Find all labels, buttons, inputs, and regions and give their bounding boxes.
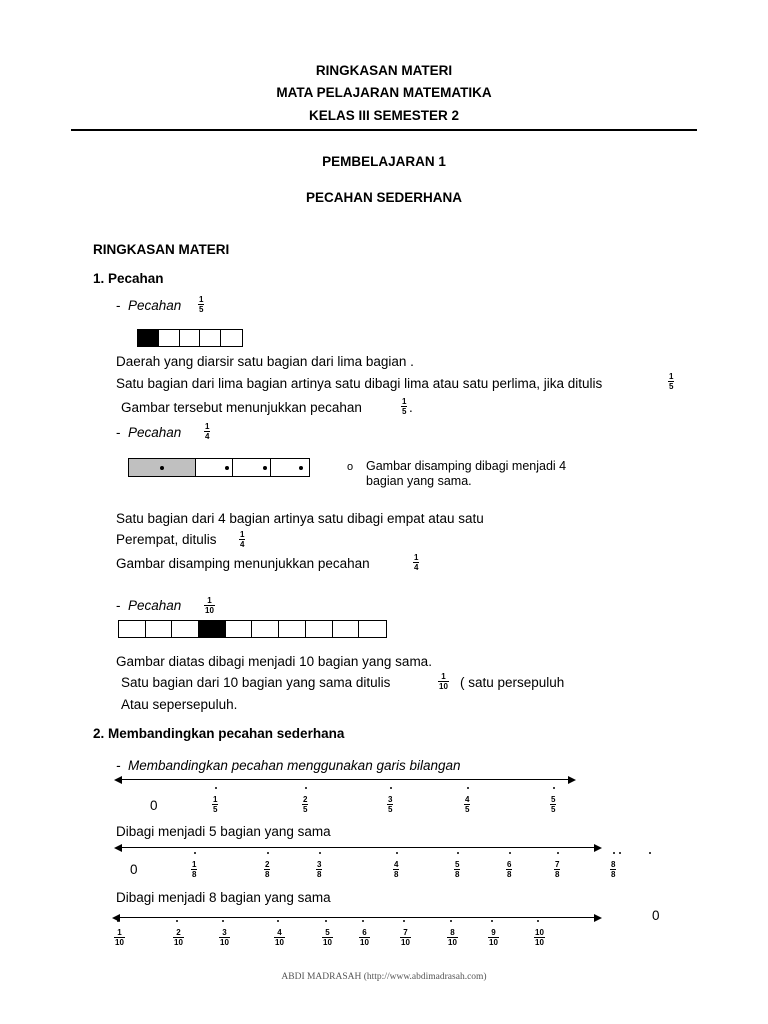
arrow-right <box>594 844 602 852</box>
fraction-1-5 <box>198 295 204 314</box>
eighths-label-8 <box>610 860 616 879</box>
p2-line2: Perempat, ditulis <box>116 532 217 547</box>
denominator: 8 <box>394 870 399 879</box>
denominator: 8 <box>507 870 512 879</box>
p2-line3: Gambar disamping menunjukkan pecahan <box>116 556 370 571</box>
numerator: 1 <box>205 422 210 431</box>
tick-mark <box>537 920 539 922</box>
denominator: 10 <box>535 938 544 947</box>
eighths-label-6 <box>506 860 512 879</box>
numerator: 1 <box>213 795 218 804</box>
grid-cell-shaded <box>138 330 159 346</box>
numerator: 10 <box>535 928 544 937</box>
denominator: 10 <box>448 938 457 947</box>
numerator: 4 <box>465 795 470 804</box>
tick-mark <box>305 787 307 789</box>
grid-cell <box>306 621 333 637</box>
tick-mark <box>362 920 364 922</box>
tick-mark <box>390 787 392 789</box>
numerator: 1 <box>199 295 204 304</box>
bullet: o <box>347 461 354 473</box>
denominator: 10 <box>220 938 229 947</box>
denominator: 5 <box>402 407 407 416</box>
tick-mark <box>491 920 493 922</box>
pecahan-word: Pecahan <box>128 298 182 313</box>
denominator: 8 <box>611 870 616 879</box>
dash: - <box>116 298 121 313</box>
denominator: 5 <box>199 305 204 314</box>
fraction-1-5 <box>668 372 674 391</box>
tick-mark <box>325 920 327 922</box>
grid-cell <box>180 330 201 346</box>
section1-heading: 1. Pecahan <box>93 271 164 286</box>
eighths-label-3 <box>316 860 322 879</box>
intro-text: Membandingkan pecahan menggunakan garis bilangan <box>128 758 461 773</box>
p3-line1: Gambar diatas dibagi menjadi 10 bagian yang sama. <box>116 654 432 669</box>
denominator: 5 <box>388 805 393 814</box>
grid-cell <box>146 621 173 637</box>
eighths-label-4 <box>393 860 399 879</box>
tick-mark <box>619 852 621 854</box>
numerator: 1 <box>240 530 245 539</box>
grid-cell <box>252 621 279 637</box>
denominator: 10 <box>439 682 448 691</box>
fifths-label-1 <box>212 795 218 814</box>
p1-period: . <box>409 400 413 415</box>
fraction-1-5 <box>401 397 407 416</box>
tenths-label-9 <box>488 928 499 947</box>
denominator: 5 <box>465 805 470 814</box>
tick-mark <box>450 920 452 922</box>
numerator: 4 <box>394 860 399 869</box>
caption-eighths: Dibagi menjadi 8 bagian yang sama <box>116 890 331 905</box>
grid-cell <box>200 330 221 346</box>
doc-title: RINGKASAN MATERI <box>315 63 453 78</box>
numerator: 1 <box>414 553 419 562</box>
fraction-1-4 <box>239 530 245 549</box>
footer: ABDI MADRASAH (http://www.abdimadrasah.com) <box>281 972 487 982</box>
numerator: 1 <box>402 397 407 406</box>
grid-cell <box>333 621 360 637</box>
eighths-label-1 <box>191 860 197 879</box>
numerator: 6 <box>507 860 512 869</box>
numerator: 5 <box>325 928 330 937</box>
denominator: 10 <box>205 606 214 615</box>
grid-cell <box>359 621 386 637</box>
zero-label: 0 <box>130 862 138 877</box>
tick-mark <box>267 852 269 854</box>
tick-mark <box>557 852 559 854</box>
pecahan-1-5-label <box>116 298 181 313</box>
grid-cell <box>221 330 242 346</box>
axis-line <box>120 847 596 848</box>
p3-line3: Atau sepersepuluh. <box>121 697 238 712</box>
doc-class: KELAS III SEMESTER 2 <box>308 108 460 123</box>
fraction-1-4 <box>413 553 419 572</box>
denominator: 4 <box>240 540 245 549</box>
dash: - <box>116 598 121 613</box>
numerator: 3 <box>222 928 227 937</box>
dash: - <box>116 425 121 440</box>
pecahan-1-10-label <box>116 598 181 613</box>
tick-mark <box>117 920 119 922</box>
numerator: 2 <box>265 860 270 869</box>
numerator: 5 <box>551 795 556 804</box>
grid-cell <box>271 459 309 476</box>
tenths-label-5 <box>322 928 333 947</box>
grid-cell <box>233 459 271 476</box>
numerator: 6 <box>362 928 367 937</box>
header-rule <box>71 129 697 131</box>
numerator: 1 <box>192 860 197 869</box>
numerator: 3 <box>317 860 322 869</box>
note-line1: Gambar disamping dibagi menjadi 4 <box>366 459 567 473</box>
numerator: 8 <box>450 928 455 937</box>
tick-mark <box>613 852 615 854</box>
tick-mark <box>457 852 459 854</box>
grid-cell-shaded <box>129 459 196 476</box>
tick-mark <box>176 920 178 922</box>
section2-intro <box>116 758 461 773</box>
numerator: 7 <box>403 928 408 937</box>
pecahan-word: Pecahan <box>128 598 182 613</box>
grid-cell <box>279 621 306 637</box>
arrow-right <box>568 776 576 784</box>
tenths-label-8 <box>447 928 458 947</box>
axis-line <box>118 917 596 918</box>
axis-line <box>120 779 570 780</box>
p3-line2b: ( satu persepuluh <box>460 675 565 690</box>
tick-mark <box>649 852 651 854</box>
denominator: 10 <box>401 938 410 947</box>
denominator: 10 <box>115 938 124 947</box>
denominator: 8 <box>192 870 197 879</box>
denominator: 8 <box>455 870 460 879</box>
tick-mark <box>509 852 511 854</box>
denominator: 5 <box>669 382 674 391</box>
p3-line2a: Satu bagian dari 10 bagian yang sama ditulis <box>121 675 391 690</box>
p1-line1: Daerah yang diarsir satu bagian dari lima bagian . <box>116 354 414 369</box>
denominator: 10 <box>323 938 332 947</box>
tenths-label-10 <box>534 928 545 947</box>
arrow-left <box>114 844 122 852</box>
fifths-label-4 <box>464 795 470 814</box>
numerator: 1 <box>207 596 212 605</box>
denominator: 10 <box>275 938 284 947</box>
denominator: 4 <box>205 432 210 441</box>
grid-cell <box>159 330 180 346</box>
dot-marker <box>263 466 267 470</box>
grid-cell <box>172 621 199 637</box>
dot-marker <box>299 466 303 470</box>
dot-marker <box>160 466 164 470</box>
numerator: 3 <box>388 795 393 804</box>
p1-line3: Gambar tersebut menunjukkan pecahan <box>121 400 362 415</box>
denominator: 10 <box>360 938 369 947</box>
fifths-label-3 <box>387 795 393 814</box>
doc-subject: MATA PELAJARAN MATEMATIKA <box>276 85 492 100</box>
tenths-label-3 <box>219 928 230 947</box>
tick-mark <box>396 852 398 854</box>
denominator: 8 <box>317 870 322 879</box>
lesson-label: PEMBELAJARAN 1 <box>322 154 446 169</box>
arrow-right <box>594 914 602 922</box>
tenths-label-2 <box>173 928 184 947</box>
tick-mark <box>467 787 469 789</box>
quarters-grid <box>128 458 310 477</box>
denominator: 5 <box>551 805 556 814</box>
fraction-1-4 <box>204 422 210 441</box>
numerator: 1 <box>669 372 674 381</box>
pecahan-1-4-label <box>116 425 181 440</box>
p2-line1: Satu bagian dari 4 bagian artinya satu dibagi empat atau satu <box>116 511 484 526</box>
tenths-label-4 <box>274 928 285 947</box>
zero-label: 0 <box>652 908 660 923</box>
tick-mark <box>319 852 321 854</box>
denominator: 4 <box>414 563 419 572</box>
numerator: 7 <box>555 860 560 869</box>
grid-cell <box>196 459 234 476</box>
denominator: 5 <box>303 805 308 814</box>
tenths-label-7 <box>400 928 411 947</box>
tick-mark <box>222 920 224 922</box>
tenths-label-6 <box>359 928 370 947</box>
grid-cell <box>226 621 253 637</box>
tick-mark <box>194 852 196 854</box>
eighths-label-2 <box>264 860 270 879</box>
tick-mark <box>403 920 405 922</box>
pecahan-word: Pecahan <box>128 425 182 440</box>
fraction-1-10 <box>438 672 449 691</box>
arrow-left <box>114 776 122 784</box>
denominator: 8 <box>265 870 270 879</box>
numerator: 8 <box>611 860 616 869</box>
numerator: 9 <box>491 928 496 937</box>
zero-label: 0 <box>150 798 158 813</box>
eighths-label-5 <box>454 860 460 879</box>
fraction-1-10 <box>204 596 215 615</box>
numerator: 2 <box>176 928 181 937</box>
caption-fifths: Dibagi menjadi 5 bagian yang sama <box>116 824 331 839</box>
numerator: 2 <box>303 795 308 804</box>
fifths-label-5 <box>550 795 556 814</box>
tick-mark <box>553 787 555 789</box>
denominator: 10 <box>174 938 183 947</box>
numerator: 1 <box>117 928 122 937</box>
grid-cell-shaded <box>199 621 226 637</box>
fifths-label-2 <box>302 795 308 814</box>
note-line2: bagian yang sama. <box>366 474 472 488</box>
numerator: 5 <box>455 860 460 869</box>
grid-cell <box>119 621 146 637</box>
tenths-label-1 <box>114 928 125 947</box>
tick-mark <box>277 920 279 922</box>
numerator: 1 <box>441 672 446 681</box>
fifths-grid <box>137 329 243 347</box>
section2-heading: 2. Membandingkan pecahan sederhana <box>93 726 345 741</box>
eighths-label-7 <box>554 860 560 879</box>
p1-line2: Satu bagian dari lima bagian artinya satu dibagi lima atau satu perlima, jika ditulis <box>116 376 603 391</box>
denominator: 10 <box>489 938 498 947</box>
tick-mark <box>215 787 217 789</box>
denominator: 8 <box>555 870 560 879</box>
summary-heading: RINGKASAN MATERI <box>93 242 230 257</box>
tenths-grid <box>118 620 387 638</box>
denominator: 5 <box>213 805 218 814</box>
dot-marker <box>225 466 229 470</box>
numerator: 4 <box>277 928 282 937</box>
dash: - <box>116 758 121 773</box>
lesson-topic: PECAHAN SEDERHANA <box>305 190 462 205</box>
